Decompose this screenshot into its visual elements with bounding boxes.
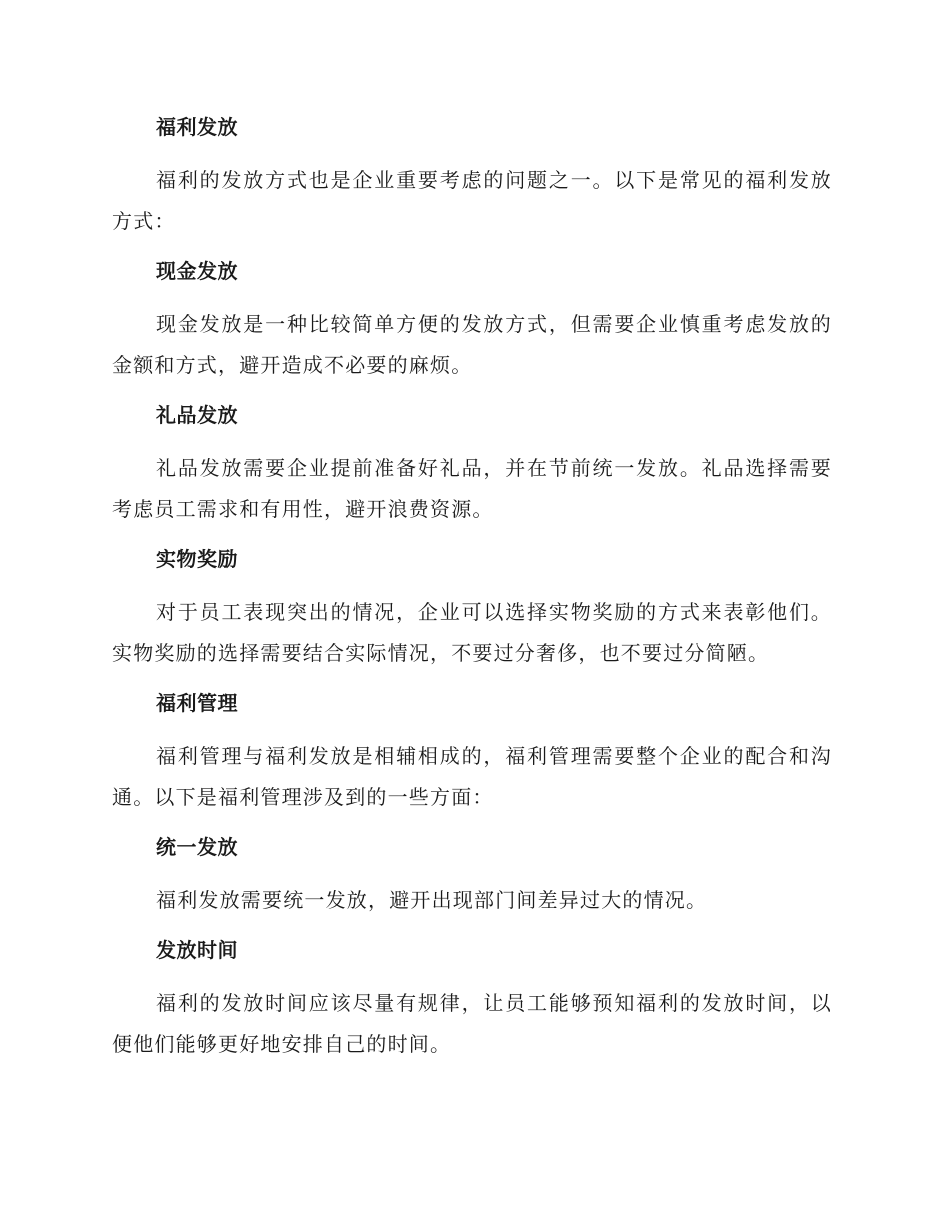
section-paragraph: 福利管理与福利发放是相辅相成的，福利管理需要整个企业的配合和沟通。以下是福利管理涉及到的一些方面： — [112, 744, 832, 809]
section-paragraph: 对于员工表现突出的情况，企业可以选择实物奖励的方式来表彰他们。实物奖励的选择需要结合实际情况，不要过分奢侈，也不要过分简陋。 — [112, 600, 832, 665]
section-heading: 实物奖励 — [156, 547, 238, 571]
section-heading: 福利管理 — [156, 691, 238, 715]
section-paragraph: 现金发放是一种比较简单方便的发放方式，但需要企业慎重考虑发放的金额和方式，避开造成不必要的麻烦。 — [112, 312, 832, 377]
section-paragraph: 福利发放需要统一发放，避开出现部门间差异过大的情况。 — [156, 888, 708, 912]
document-body — [112, 110, 832, 1077]
section-heading: 发放时间 — [156, 938, 238, 962]
section-heading: 现金发放 — [156, 259, 238, 283]
section-heading: 统一发放 — [156, 835, 238, 859]
section-heading: 礼品发放 — [156, 403, 238, 427]
section-paragraph: 福利的发放时间应该尽量有规律，让员工能够预知福利的发放时间，以便他们能够更好地安排自己的时间。 — [112, 991, 832, 1056]
section-paragraph: 福利的发放方式也是企业重要考虑的问题之一。以下是常见的福利发放方式： — [112, 168, 832, 233]
section-paragraph: 礼品发放需要企业提前准备好礼品，并在节前统一发放。礼品选择需要考虑员工需求和有用性，避开浪费资源。 — [112, 456, 832, 521]
section-heading: 福利发放 — [156, 115, 238, 139]
